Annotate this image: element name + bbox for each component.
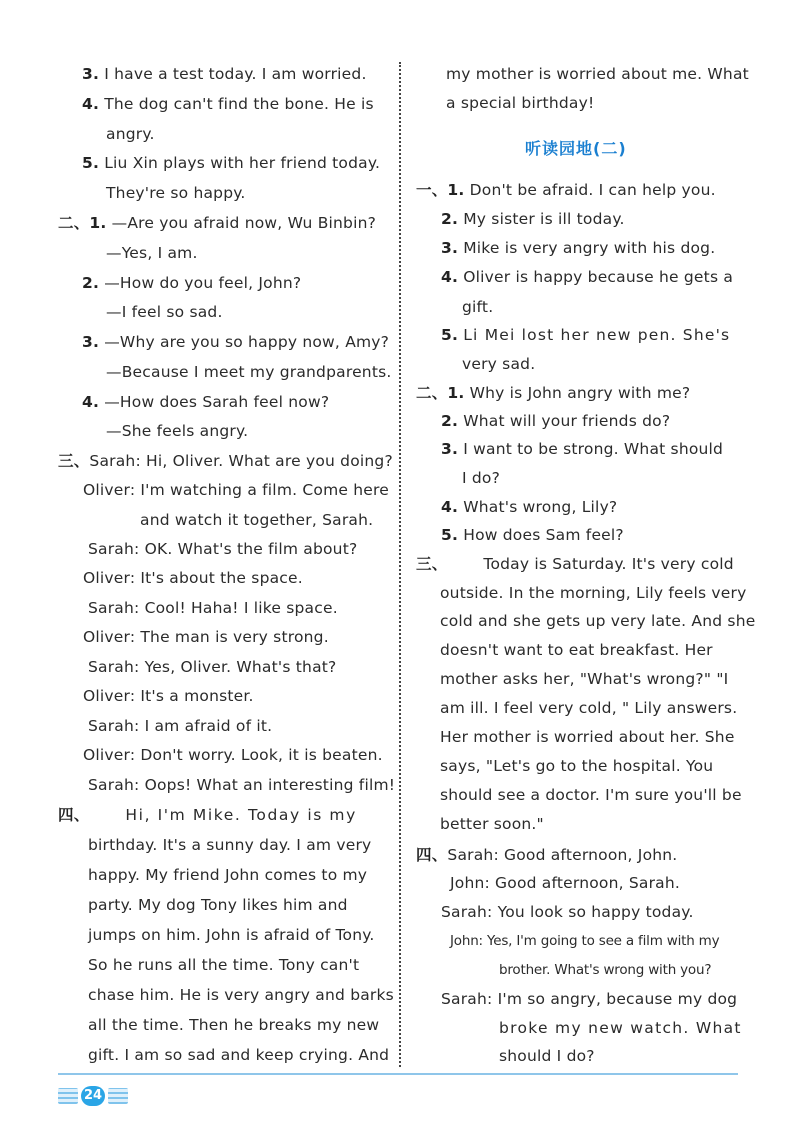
passage-line: my mother is worried about me. What [446,65,749,83]
passage-line: a special birthday! [446,94,595,112]
answer-line: 2. —How do you feel, John? [82,274,302,292]
answer-line: 5. Liu Xin plays with her friend today. [82,154,381,172]
grid-ornament-icon [58,1088,78,1104]
dialogue-line: John: Yes, I'm going to see a film with my [450,933,720,949]
dialogue-line: Sarah: Cool! Haha! I like space. [88,599,338,617]
grid-ornament-icon [108,1088,128,1104]
dialogue-line: Oliver: It's a monster. [83,687,254,705]
dialogue-line: John: Good afternoon, Sarah. [450,874,681,892]
passage-line: says, "Let's go to the hospital. You [440,757,714,775]
answer-line: 4. What's wrong, Lily? [441,498,618,516]
dialogue-line: Sarah: Oops! What an interesting film! [88,776,396,794]
answer-line: —Because I meet my grandparents. [106,363,392,381]
answer-line: 5. How does Sam feel? [441,526,624,544]
answer-line: —Yes, I am. [106,244,198,262]
dialogue-line: 四、Sarah: Good afternoon, John. [416,846,678,864]
answer-line: 2. What will your friends do? [441,412,671,430]
dialogue-line: 三、Sarah: Hi, Oliver. What are you doing? [58,452,393,470]
section-heading: 听读园地(二) [525,139,627,158]
answer-line: 2. My sister is ill today. [441,210,625,228]
answer-line: 4. The dog can't find the bone. He is [82,95,374,113]
answer-line: They're so happy. [106,184,246,202]
dialogue-line: Oliver: It's about the space. [83,569,303,587]
dialogue-line: brother. What's wrong with you? [499,962,712,978]
dialogue-line: Sarah: OK. What's the film about? [88,540,358,558]
passage-line: 三、 Today is Saturday. It's very cold [416,555,734,573]
dialogue-line: Sarah: I am afraid of it. [88,717,273,735]
page-number-badge [58,1086,132,1106]
answer-line: gift. [462,298,494,316]
dialogue-line: and watch it together, Sarah. [140,511,374,529]
footer-rule [58,1073,738,1075]
answer-line: 4. —How does Sarah feel now? [82,393,330,411]
answer-line: 3. —Why are you so happy now, Amy? [82,333,390,351]
dialogue-line: Oliver: The man is very strong. [83,628,329,646]
passage-line: cold and she gets up very late. And she [440,612,756,630]
answer-line: 4. Oliver is happy because he gets a [441,268,734,286]
answer-line: 3. I want to be strong. What should [441,440,724,458]
answer-line: —I feel so sad. [106,303,223,321]
column-divider [399,62,401,1067]
passage-line: outside. In the morning, Lily feels very [440,584,747,602]
answer-line: 二、1. —Are you afraid now, Wu Binbin? [58,214,377,232]
passage-line: 四、 Hi, I'm Mike. Today is my [58,806,357,824]
passage-line: Her mother is worried about her. She [440,728,735,746]
passage-line: party. My dog Tony likes him and [88,896,348,914]
answer-line: 一、1. Don't be afraid. I can help you. [416,181,716,199]
answer-line: 3. I have a test today. I am worried. [82,65,367,83]
answer-line: I do? [462,469,501,487]
passage-line: chase him. He is very angry and barks [88,986,394,1004]
page-number: 24 [81,1086,105,1106]
dialogue-line: Sarah: Yes, Oliver. What's that? [88,658,337,676]
dialogue-line: Oliver: I'm watching a film. Come here [83,481,389,499]
dialogue-line: Oliver: Don't worry. Look, it is beaten. [83,746,383,764]
answer-line: very sad. [462,355,536,373]
dialogue-line: Sarah: I'm so angry, because my dog [441,990,738,1008]
passage-line: mother asks her, "What's wrong?" "I [440,670,729,688]
answer-line: —She feels angry. [106,422,249,440]
passage-line: all the time. Then he breaks my new [88,1016,380,1034]
passage-line: jumps on him. John is afraid of Tony. [88,926,375,944]
passage-line: am ill. I feel very cold, " Lily answers. [440,699,738,717]
passage-line: better soon." [440,815,544,833]
dialogue-line: broke my new watch. What [499,1019,742,1037]
answer-line: 5. Li Mei lost her new pen. She's [441,326,731,344]
passage-line: So he runs all the time. Tony can't [88,956,360,974]
dialogue-line: Sarah: You look so happy today. [441,903,694,921]
answer-line: 3. Mike is very angry with his dog. [441,239,716,257]
answer-line: angry. [106,125,155,143]
passage-line: gift. I am so sad and keep crying. And [88,1046,390,1064]
answer-line: 二、1. Why is John angry with me? [416,384,691,402]
passage-line: doesn't want to eat breakfast. Her [440,641,713,659]
passage-line: birthday. It's a sunny day. I am very [88,836,372,854]
passage-line: happy. My friend John comes to my [88,866,368,884]
dialogue-line: should I do? [499,1047,595,1065]
passage-line: should see a doctor. I'm sure you'll be [440,786,742,804]
